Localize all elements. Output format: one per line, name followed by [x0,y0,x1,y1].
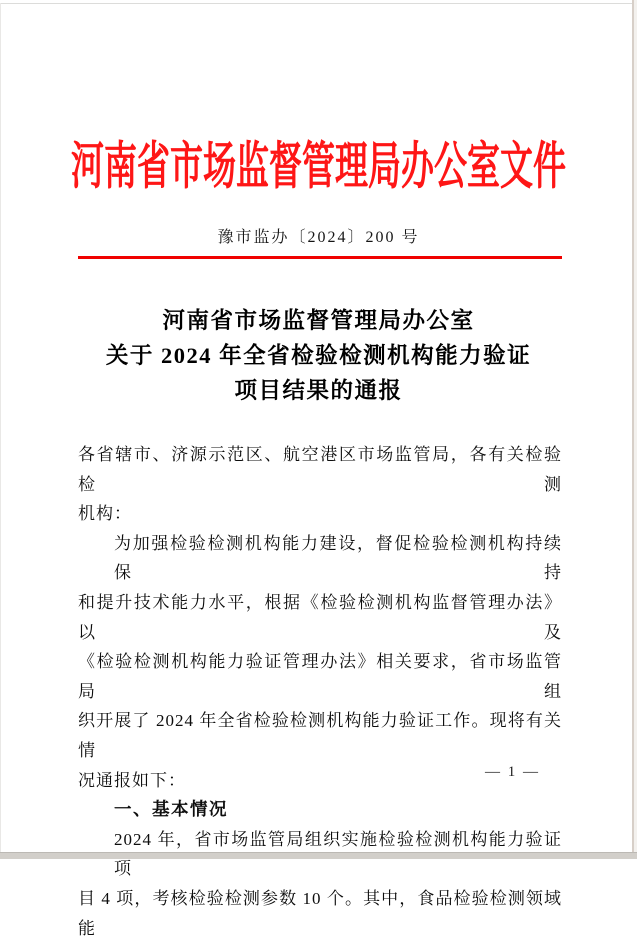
body-line: 为加强检验检测机构能力建设，督促检验检测机构持续保持 [114,533,562,583]
scan-top-edge [0,3,637,4]
title-line-2: 关于 2024 年全省检验检测机构能力验证 [105,343,532,368]
body-line: 目 4 项，考核检验检测参数 10 个。其中，食品检验检测领域能 [78,888,562,938]
body-line: 各省辖市、济源示范区、航空港区市场监管局，各有关检验检测 [78,445,562,494]
red-divider [78,256,562,259]
masthead-title: 河南省市场监督管理局办公室文件 [71,140,566,196]
document-title [40,303,597,408]
body-line: 织开展了 2024 年全省检验检测机构能力验证工作。现将有关情 [78,711,562,760]
body-line: 况通报如下： [78,770,186,790]
body-line: 和提升技术能力水平，根据《检验检测机构监督管理办法》以及 [78,592,562,642]
document-body [78,440,562,943]
document-number: 豫市监办〔2024〕200 号 [217,229,420,246]
title-line-3: 项目结果的通报 [234,378,403,403]
body-line: 《检验检测机构能力验证管理办法》相关要求，省市场监管局组 [78,652,562,701]
body-line: 机构： [78,504,132,524]
title-line-1: 河南省市场监督管理局办公室 [162,308,475,333]
body-line: 2024 年，省市场监管局组织实施检验检测机构能力验证项 [114,829,562,879]
page-number: — 1 — [485,764,540,780]
section-heading: 一、基本情况 [114,799,228,820]
